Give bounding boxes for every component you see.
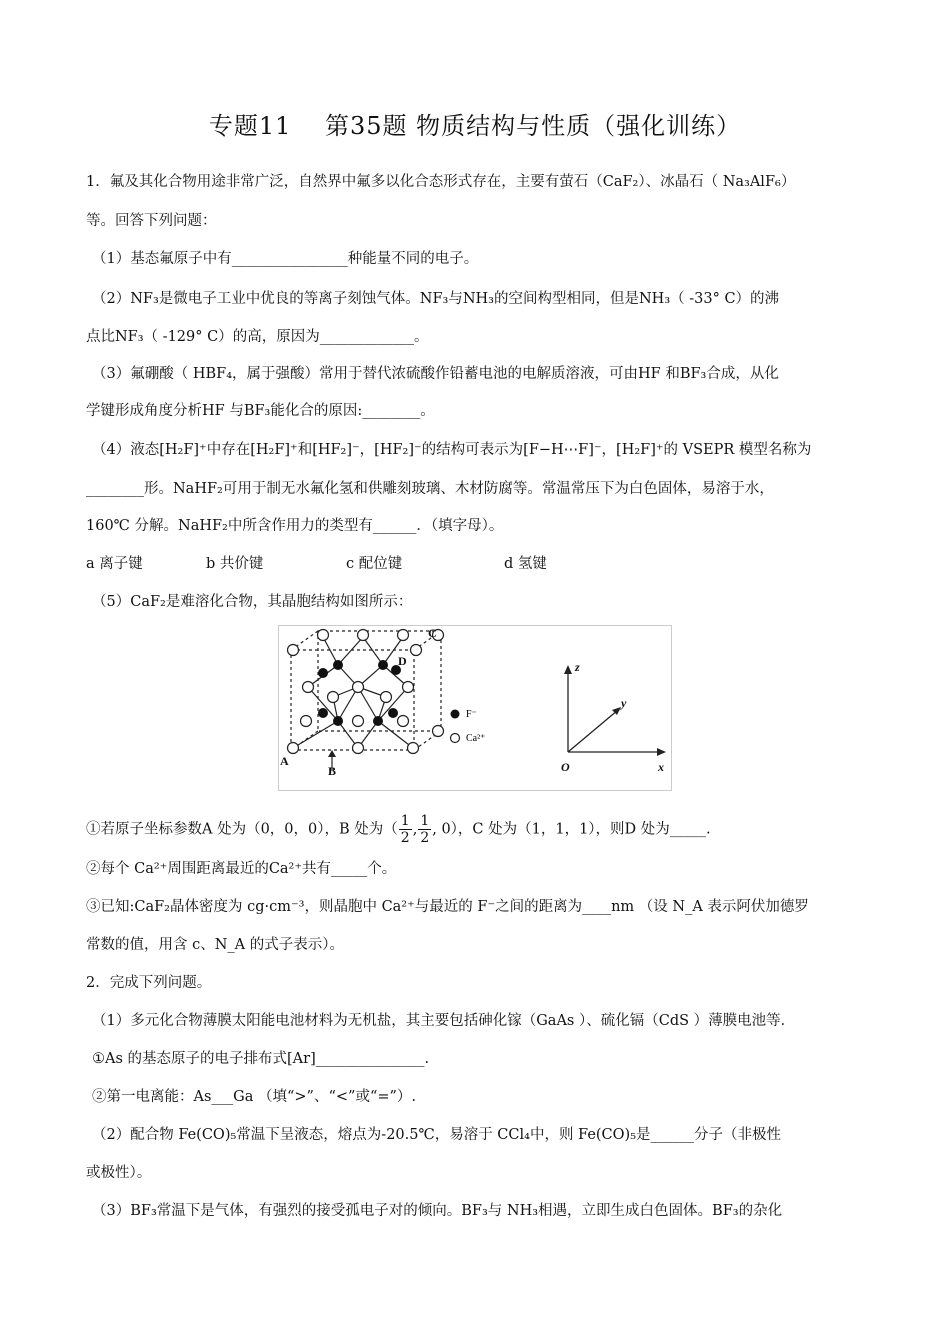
label-A: A bbox=[280, 754, 289, 768]
q1-sub1: ①若原子坐标参数A 处为（0，0，0），B 处为（ $\frac{1}{2}$ , $\frac{1}{2}$ , 0），C 处为（1，1，1），则D 处为_____. bbox=[86, 813, 711, 846]
q1-part4-line3: 160℃ 分解。NaHF₂中所含作用力的类型有______．（填字母）。 bbox=[86, 518, 504, 534]
fraction-1 bbox=[399, 813, 412, 846]
fraction-1-num: 1 bbox=[400, 813, 410, 829]
legend-f-marker bbox=[451, 710, 460, 719]
q1-part1: （1）基态氟原子中有________________种能量不同的电子。 bbox=[92, 251, 479, 267]
q2-intro: 2．完成下列问题。 bbox=[86, 975, 212, 991]
fraction-1-den: 2 bbox=[400, 830, 410, 846]
q2-part1-sub2: ②第一电离能：As___Ga （填“>”、“<”或“=”）. bbox=[92, 1089, 417, 1105]
q2-part2-line1: （2）配合物 Fe(CO)₅常温下呈液态，熔点为-20.5℃，易溶于 CCl₄中，则 Fe(CO)₅是______分子（非极性 bbox=[92, 1127, 782, 1143]
q1-part4-line2: ________形。NaHF₂可用于制无水氟化氢和供雕刻玻璃、木材防腐等。常温常压下为白色固体，易溶于水， bbox=[86, 481, 774, 497]
q1-part3-line2: 学键形成角度分析HF 与BF₃能化合的原因:________。 bbox=[86, 403, 435, 419]
q1-sub1-suffix: , 0），C 处为（1，1，1），则D 处为_____. bbox=[432, 821, 711, 838]
q1-intro-line1: 1．氟及其化合物用途非常广泛，自然界中氟多以化合态形式存在，主要有萤石（CaF₂）、冰晶石（ Na₃AlF₆） bbox=[86, 174, 796, 190]
figure-border bbox=[279, 626, 672, 791]
q2-part1: （1）多元化合物薄膜太阳能电池材料为无机盐，其主要包括砷化镓（GaAs ）、硫化镉（CdS ）薄膜电池等． bbox=[92, 1013, 796, 1029]
label-B: B bbox=[328, 764, 337, 778]
option-d: d 氢键 bbox=[504, 556, 547, 572]
legend-ca-marker bbox=[451, 734, 460, 743]
q1-sub3-line1: ③已知:CaF₂晶体密度为 cg·cm⁻³，则晶胞中 Ca²⁺与最近的 F⁻之间的距离为____nm （设 N_A 表示阿伏加德罗 bbox=[86, 899, 809, 915]
q1-part2-line2: 点比NF₃（ -129° C）的高，原因为_____________。 bbox=[86, 329, 429, 345]
fraction-2-den: 2 bbox=[420, 830, 430, 846]
option-c: c 配位键 bbox=[346, 556, 403, 572]
q2-part3: （3）BF₃常温下是气体，有强烈的接受孤电子对的倾向。BF₃与 NH₃相遇，立即生成白色固体。BF₃的杂化 bbox=[92, 1203, 783, 1219]
axis-x-label: x bbox=[658, 760, 664, 774]
legend-f-label: F⁻ bbox=[466, 709, 477, 720]
q1-intro-line2: 等。回答下列问题： bbox=[86, 213, 217, 229]
option-a: a 离子键 bbox=[86, 556, 143, 572]
q1-options bbox=[86, 554, 547, 574]
axis-z-label: z bbox=[575, 660, 580, 674]
q2-part2-line2: 或极性）。 bbox=[86, 1165, 152, 1181]
caf2-unit-cell-figure bbox=[278, 625, 672, 791]
q1-part5: （5）CaF₂是难溶化合物，其晶胞结构如图所示： bbox=[92, 594, 413, 610]
q1-sub2: ②每个 Ca²⁺周围距离最近的Ca²⁺共有_____个。 bbox=[86, 861, 397, 877]
label-C: C bbox=[428, 626, 437, 640]
q1-sub3-line2: 常数的值，用含 c、N_A 的式子表示）。 bbox=[86, 937, 344, 953]
option-b: b 共价键 bbox=[206, 556, 264, 572]
q1-part3-line1: （3）氟硼酸（ HBF₄，属于强酸）常用于替代浓硫酸作铅蓄电池的电解质溶液，可由HF 和BF₃合成，从化 bbox=[92, 366, 779, 382]
legend-ca-label: Ca²⁺ bbox=[466, 733, 486, 744]
axis-y-label: y bbox=[621, 696, 627, 710]
label-D: D bbox=[398, 654, 407, 668]
ca-ions bbox=[288, 630, 444, 754]
page-title: 专题11 第35题 物质结构与性质（强化训练） bbox=[208, 112, 742, 140]
fraction-2-num: 1 bbox=[420, 813, 430, 829]
q1-part2-line1: （2）NF₃是微电子工业中优良的等离子刻蚀气体。NF₃与NH₃的空间构型相同，但是NH₃（ -33° C）的沸 bbox=[92, 291, 780, 307]
fraction-2 bbox=[418, 813, 431, 846]
q1-part4-line1: （4）液态[H₂F]⁺中存在[H₂F]⁺和[HF₂]⁻，[HF₂]⁻的结构可表示为[F−H⋯F]⁻，[H₂F]⁺的 VSEPR 模型名称为 bbox=[92, 442, 812, 458]
axis-origin-label: O bbox=[561, 760, 570, 774]
q1-sub1-prefix: ①若原子坐标参数A 处为（0，0，0），B 处为（ bbox=[86, 821, 398, 838]
q2-part1-sub1: ①As 的基态原子的电子排布式[Ar]_______________. bbox=[92, 1051, 430, 1067]
